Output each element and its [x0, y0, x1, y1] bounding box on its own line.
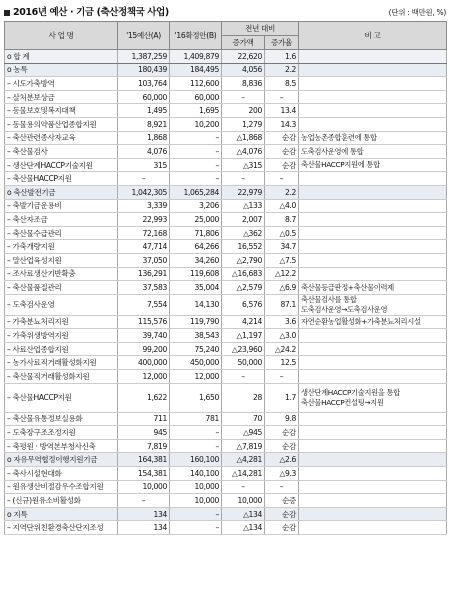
row-budget15: –: [118, 172, 170, 186]
row-budget16: 1,650: [170, 383, 222, 412]
row-budget15: 99,200: [118, 342, 170, 356]
row-increase-rate: 순감: [265, 158, 299, 172]
table-row: [5, 356, 447, 370]
table-row: [5, 494, 447, 508]
row-budget16: –: [170, 131, 222, 145]
row-remark: 축산물HACCP지원에 통합: [299, 158, 447, 172]
row-increase-amount: △23,960: [222, 342, 265, 356]
table-row: [5, 253, 447, 267]
row-budget15: 7,554: [118, 294, 170, 315]
row-budget15: 315: [118, 158, 170, 172]
row-increase-amount: △2,790: [222, 253, 265, 267]
row-remark: [299, 213, 447, 227]
row-budget16: 75,240: [170, 342, 222, 356]
row-budget15: 1,495: [118, 104, 170, 118]
row-budget16: –: [170, 439, 222, 453]
row-increase-rate: 34.7: [265, 240, 299, 254]
row-increase-amount: △362: [222, 226, 265, 240]
table-row: [5, 240, 447, 254]
row-increase-amount: 4,056: [222, 63, 265, 77]
row-budget16: 1,065,284: [170, 185, 222, 199]
row-remark: [299, 267, 447, 281]
unit-note: (단위 : 백만원, %): [388, 8, 446, 17]
row-name: – 원유생산비절감우수조합지원: [5, 480, 118, 494]
row-remark: [299, 226, 447, 240]
row-budget16: 160,100: [170, 453, 222, 467]
row-increase-rate: 12.5: [265, 356, 299, 370]
table-row: [5, 412, 447, 426]
row-increase-rate: 순감: [265, 439, 299, 453]
row-name: – 축평원 · 방역본부청사신축: [5, 439, 118, 453]
row-budget15: 39,740: [118, 329, 170, 343]
row-budget16: 140,100: [170, 467, 222, 481]
row-remark: [299, 240, 447, 254]
table-row: [5, 315, 447, 329]
row-remark: [299, 329, 447, 343]
row-budget16: 35,004: [170, 281, 222, 295]
row-budget15: 164,381: [118, 453, 170, 467]
row-remark: [299, 507, 447, 521]
row-name: o 농특: [5, 63, 118, 77]
row-increase-amount: △133: [222, 199, 265, 213]
row-budget15: 37,050: [118, 253, 170, 267]
row-remark: 도축검사운영에 통합: [299, 145, 447, 159]
row-increase-rate: △3.0: [265, 329, 299, 343]
row-name: – 축사시설현대화: [5, 467, 118, 481]
row-budget16: 112,600: [170, 77, 222, 91]
row-name: – 축산물품질관리: [5, 281, 118, 295]
row-budget16: 119,790: [170, 315, 222, 329]
header-prev-compare: 전년 대비: [222, 22, 299, 36]
row-name: – 가축위생방역지원: [5, 329, 118, 343]
row-remark: [299, 199, 447, 213]
row-increase-rate: △12.2: [265, 267, 299, 281]
table-row: [5, 63, 447, 77]
row-budget16: 10,000: [170, 494, 222, 508]
table-row: [5, 117, 447, 131]
row-budget15: –: [118, 494, 170, 508]
row-remark: [299, 412, 447, 426]
row-remark: [299, 356, 447, 370]
row-increase-rate: 순감: [265, 145, 299, 159]
table-row: [5, 90, 447, 104]
row-remark: 축산물등급판정+축산물이력제: [299, 281, 447, 295]
table-row: [5, 342, 447, 356]
row-increase-rate: △4.0: [265, 199, 299, 213]
row-budget15: 10,000: [118, 480, 170, 494]
row-increase-rate: 1.6: [265, 50, 299, 64]
row-budget16: 34,260: [170, 253, 222, 267]
row-increase-rate: –: [265, 370, 299, 384]
row-budget15: 22,993: [118, 213, 170, 227]
table-row: [5, 281, 447, 295]
row-increase-rate: 3.6: [265, 315, 299, 329]
row-budget15: 180,439: [118, 63, 170, 77]
row-increase-amount: △16,683: [222, 267, 265, 281]
header-increase-amount: 증가액: [222, 36, 265, 50]
table-row: [5, 294, 447, 315]
header-budget15: '15예산(A): [118, 22, 170, 50]
row-increase-rate: △2.6: [265, 453, 299, 467]
row-increase-rate: 2.2: [265, 185, 299, 199]
row-budget16: 71,806: [170, 226, 222, 240]
row-name: – 가축개량지원: [5, 240, 118, 254]
row-budget15: 154,381: [118, 467, 170, 481]
row-increase-rate: 순증: [265, 494, 299, 508]
table-row: [5, 507, 447, 521]
row-name: – 축산물검사: [5, 145, 118, 159]
table-row: [5, 145, 447, 159]
row-budget16: 10,000: [170, 480, 222, 494]
row-increase-amount: 200: [222, 104, 265, 118]
row-budget16: –: [170, 145, 222, 159]
row-budget16: 38,543: [170, 329, 222, 343]
title-row: [4, 4, 446, 18]
row-remark: [299, 494, 447, 508]
row-remark: [299, 467, 447, 481]
row-budget16: –: [170, 172, 222, 186]
row-increase-rate: –: [265, 480, 299, 494]
row-increase-amount: 6,576: [222, 294, 265, 315]
row-budget15: 3,339: [118, 199, 170, 213]
row-name: o 축산발전기금: [5, 185, 118, 199]
row-budget15: 60,000: [118, 90, 170, 104]
row-name: – 축발기금운용비: [5, 199, 118, 213]
table-row: [5, 50, 447, 64]
row-remark: [299, 50, 447, 64]
row-budget15: 12,000: [118, 370, 170, 384]
row-budget16: –: [170, 521, 222, 535]
row-increase-rate: 13.4: [265, 104, 299, 118]
row-remark: [299, 453, 447, 467]
row-budget15: 1,387,259: [118, 50, 170, 64]
row-increase-amount: △4,281: [222, 453, 265, 467]
row-remark: [299, 185, 447, 199]
row-increase-amount: –: [222, 370, 265, 384]
table-row: [5, 467, 447, 481]
row-budget16: –: [170, 158, 222, 172]
row-remark: 자연순환농업활성화+가축분뇨처리시설: [299, 315, 447, 329]
row-budget16: 1,695: [170, 104, 222, 118]
header-name: 사 업 명: [5, 22, 118, 50]
row-increase-amount: △1,197: [222, 329, 265, 343]
row-budget15: 1,868: [118, 131, 170, 145]
table-row: [5, 480, 447, 494]
row-increase-amount: 22,620: [222, 50, 265, 64]
row-budget16: –: [170, 507, 222, 521]
row-budget15: 72,168: [118, 226, 170, 240]
row-budget15: 7,819: [118, 439, 170, 453]
row-remark: [299, 104, 447, 118]
row-budget15: 4,076: [118, 145, 170, 159]
row-budget15: 945: [118, 426, 170, 440]
table-body: [5, 50, 447, 535]
row-name: o 자유무역협정이행지원기금: [5, 453, 118, 467]
table-row: [5, 267, 447, 281]
row-remark: [299, 521, 447, 535]
row-increase-amount: △315: [222, 158, 265, 172]
row-remark: [299, 117, 447, 131]
row-name: o 지특: [5, 507, 118, 521]
header-remark: 비 고: [299, 22, 447, 50]
row-increase-amount: 28: [222, 383, 265, 412]
row-budget15: 136,291: [118, 267, 170, 281]
row-name: – 살처분보상금: [5, 90, 118, 104]
row-budget15: 103,764: [118, 77, 170, 91]
table-row: [5, 131, 447, 145]
row-increase-rate: 8.7: [265, 213, 299, 227]
row-increase-amount: 1,279: [222, 117, 265, 131]
table-row: [5, 172, 447, 186]
row-increase-rate: 8.5: [265, 77, 299, 91]
row-name: – 축산관련종사자교육: [5, 131, 118, 145]
row-increase-rate: 순감: [265, 131, 299, 145]
table-row: [5, 226, 447, 240]
row-increase-amount: △2,579: [222, 281, 265, 295]
row-remark: [299, 172, 447, 186]
row-budget16: 60,000: [170, 90, 222, 104]
row-increase-rate: 2.2: [265, 63, 299, 77]
row-name: – 가축분뇨처리지원: [5, 315, 118, 329]
row-increase-rate: △6.9: [265, 281, 299, 295]
row-increase-amount: △7,819: [222, 439, 265, 453]
row-budget16: 450,000: [170, 356, 222, 370]
row-remark: [299, 426, 447, 440]
header-budget16: '16확정안(B): [170, 22, 222, 50]
row-increase-amount: 4,214: [222, 315, 265, 329]
row-name: – 동물보호및복지대책: [5, 104, 118, 118]
row-increase-rate: 순감: [265, 507, 299, 521]
row-increase-amount: △1,868: [222, 131, 265, 145]
row-increase-rate: 14.3: [265, 117, 299, 131]
row-increase-amount: 8,836: [222, 77, 265, 91]
row-budget16: 1,409,879: [170, 50, 222, 64]
row-name: – 축산물직거래활성화지원: [5, 370, 118, 384]
row-name: – (신규)원유소비활성화: [5, 494, 118, 508]
row-increase-amount: 22,979: [222, 185, 265, 199]
row-remark: [299, 439, 447, 453]
row-budget16: 3,206: [170, 199, 222, 213]
row-name: – 도축장구조조정지원: [5, 426, 118, 440]
row-increase-rate: 순감: [265, 521, 299, 535]
row-name: – 동물용의약품산업종합지원: [5, 117, 118, 131]
table-row: [5, 370, 447, 384]
row-name: – 축산자조금: [5, 213, 118, 227]
row-budget16: 12,000: [170, 370, 222, 384]
row-increase-rate: –: [265, 172, 299, 186]
table-row: [5, 199, 447, 213]
row-budget15: 134: [118, 507, 170, 521]
row-budget16: 119,608: [170, 267, 222, 281]
row-increase-amount: 10,000: [222, 494, 265, 508]
row-increase-amount: –: [222, 480, 265, 494]
row-remark: 축산물검사를 통합 도축검사운영→도축검사운영: [299, 294, 447, 315]
table-row: [5, 426, 447, 440]
table-row: [5, 453, 447, 467]
row-increase-rate: △7.5: [265, 253, 299, 267]
row-remark: [299, 90, 447, 104]
table-row: [5, 77, 447, 91]
row-increase-rate: 87.1: [265, 294, 299, 315]
row-increase-rate: –: [265, 90, 299, 104]
row-increase-rate: △0.5: [265, 226, 299, 240]
row-name: o 합 계: [5, 50, 118, 64]
table-row: [5, 158, 447, 172]
table-row: [5, 521, 447, 535]
row-increase-amount: △945: [222, 426, 265, 440]
table-row: [5, 104, 447, 118]
row-budget15: 37,583: [118, 281, 170, 295]
table-row: [5, 329, 447, 343]
table-row: [5, 213, 447, 227]
row-increase-amount: △134: [222, 507, 265, 521]
row-increase-amount: 70: [222, 412, 265, 426]
budget-table: [4, 21, 447, 535]
row-budget15: 47,714: [118, 240, 170, 254]
row-name: – 축산물유통정보실용화: [5, 412, 118, 426]
row-increase-amount: –: [222, 90, 265, 104]
row-budget16: 781: [170, 412, 222, 426]
row-remark: [299, 342, 447, 356]
row-remark: [299, 480, 447, 494]
row-increase-amount: –: [222, 172, 265, 186]
row-remark: [299, 77, 447, 91]
row-remark: [299, 370, 447, 384]
row-budget16: 10,200: [170, 117, 222, 131]
row-increase-rate: 1.7: [265, 383, 299, 412]
row-budget15: 115,576: [118, 315, 170, 329]
row-increase-amount: △134: [222, 521, 265, 535]
row-remark: 생산단계HACCP기술지원을 통합 축산물HACCP컨설팅→지원: [299, 383, 447, 412]
table-row: [5, 383, 447, 412]
row-increase-amount: △14,281: [222, 467, 265, 481]
row-name: – 농가사료직거래활성화지원: [5, 356, 118, 370]
row-budget16: 14,130: [170, 294, 222, 315]
row-budget15: 711: [118, 412, 170, 426]
row-name: – 축산물HACCP지원: [5, 383, 118, 412]
row-increase-amount: 50,000: [222, 356, 265, 370]
row-name: – 조사료생산기반확충: [5, 267, 118, 281]
row-budget15: 8,921: [118, 117, 170, 131]
row-increase-rate: 순감: [265, 426, 299, 440]
table-row: [5, 185, 447, 199]
row-budget15: 400,000: [118, 356, 170, 370]
row-increase-rate: △9.3: [265, 467, 299, 481]
row-budget16: –: [170, 426, 222, 440]
row-name: – 시도가축방역: [5, 77, 118, 91]
row-name: – 말산업육성지원: [5, 253, 118, 267]
row-increase-amount: 16,552: [222, 240, 265, 254]
row-increase-rate: △24.2: [265, 342, 299, 356]
row-name: – 축산물수급관리: [5, 226, 118, 240]
table-row: [5, 439, 447, 453]
row-remark: [299, 63, 447, 77]
page-title: 2016년 예산 · 기금 (축산정책국 사업): [4, 4, 169, 18]
row-name: – 도축검사운영: [5, 294, 118, 315]
row-budget16: 184,495: [170, 63, 222, 77]
row-name: – 지역단위친환경축산단지조성: [5, 521, 118, 535]
row-name: – 사료산업종합지원: [5, 342, 118, 356]
row-name: – 생산단계HACCP기술지원: [5, 158, 118, 172]
row-budget15: 134: [118, 521, 170, 535]
row-increase-amount: 2,007: [222, 213, 265, 227]
row-name: – 축산물HACCP지원: [5, 172, 118, 186]
row-budget16: 64,266: [170, 240, 222, 254]
row-budget15: 1,042,305: [118, 185, 170, 199]
row-remark: [299, 253, 447, 267]
row-increase-amount: △4,076: [222, 145, 265, 159]
row-budget15: 1,622: [118, 383, 170, 412]
row-budget16: 25,000: [170, 213, 222, 227]
header-increase-rate: 증가율: [265, 36, 299, 50]
row-increase-rate: 9.8: [265, 412, 299, 426]
row-remark: 농업농촌종합훈련에 통합: [299, 131, 447, 145]
